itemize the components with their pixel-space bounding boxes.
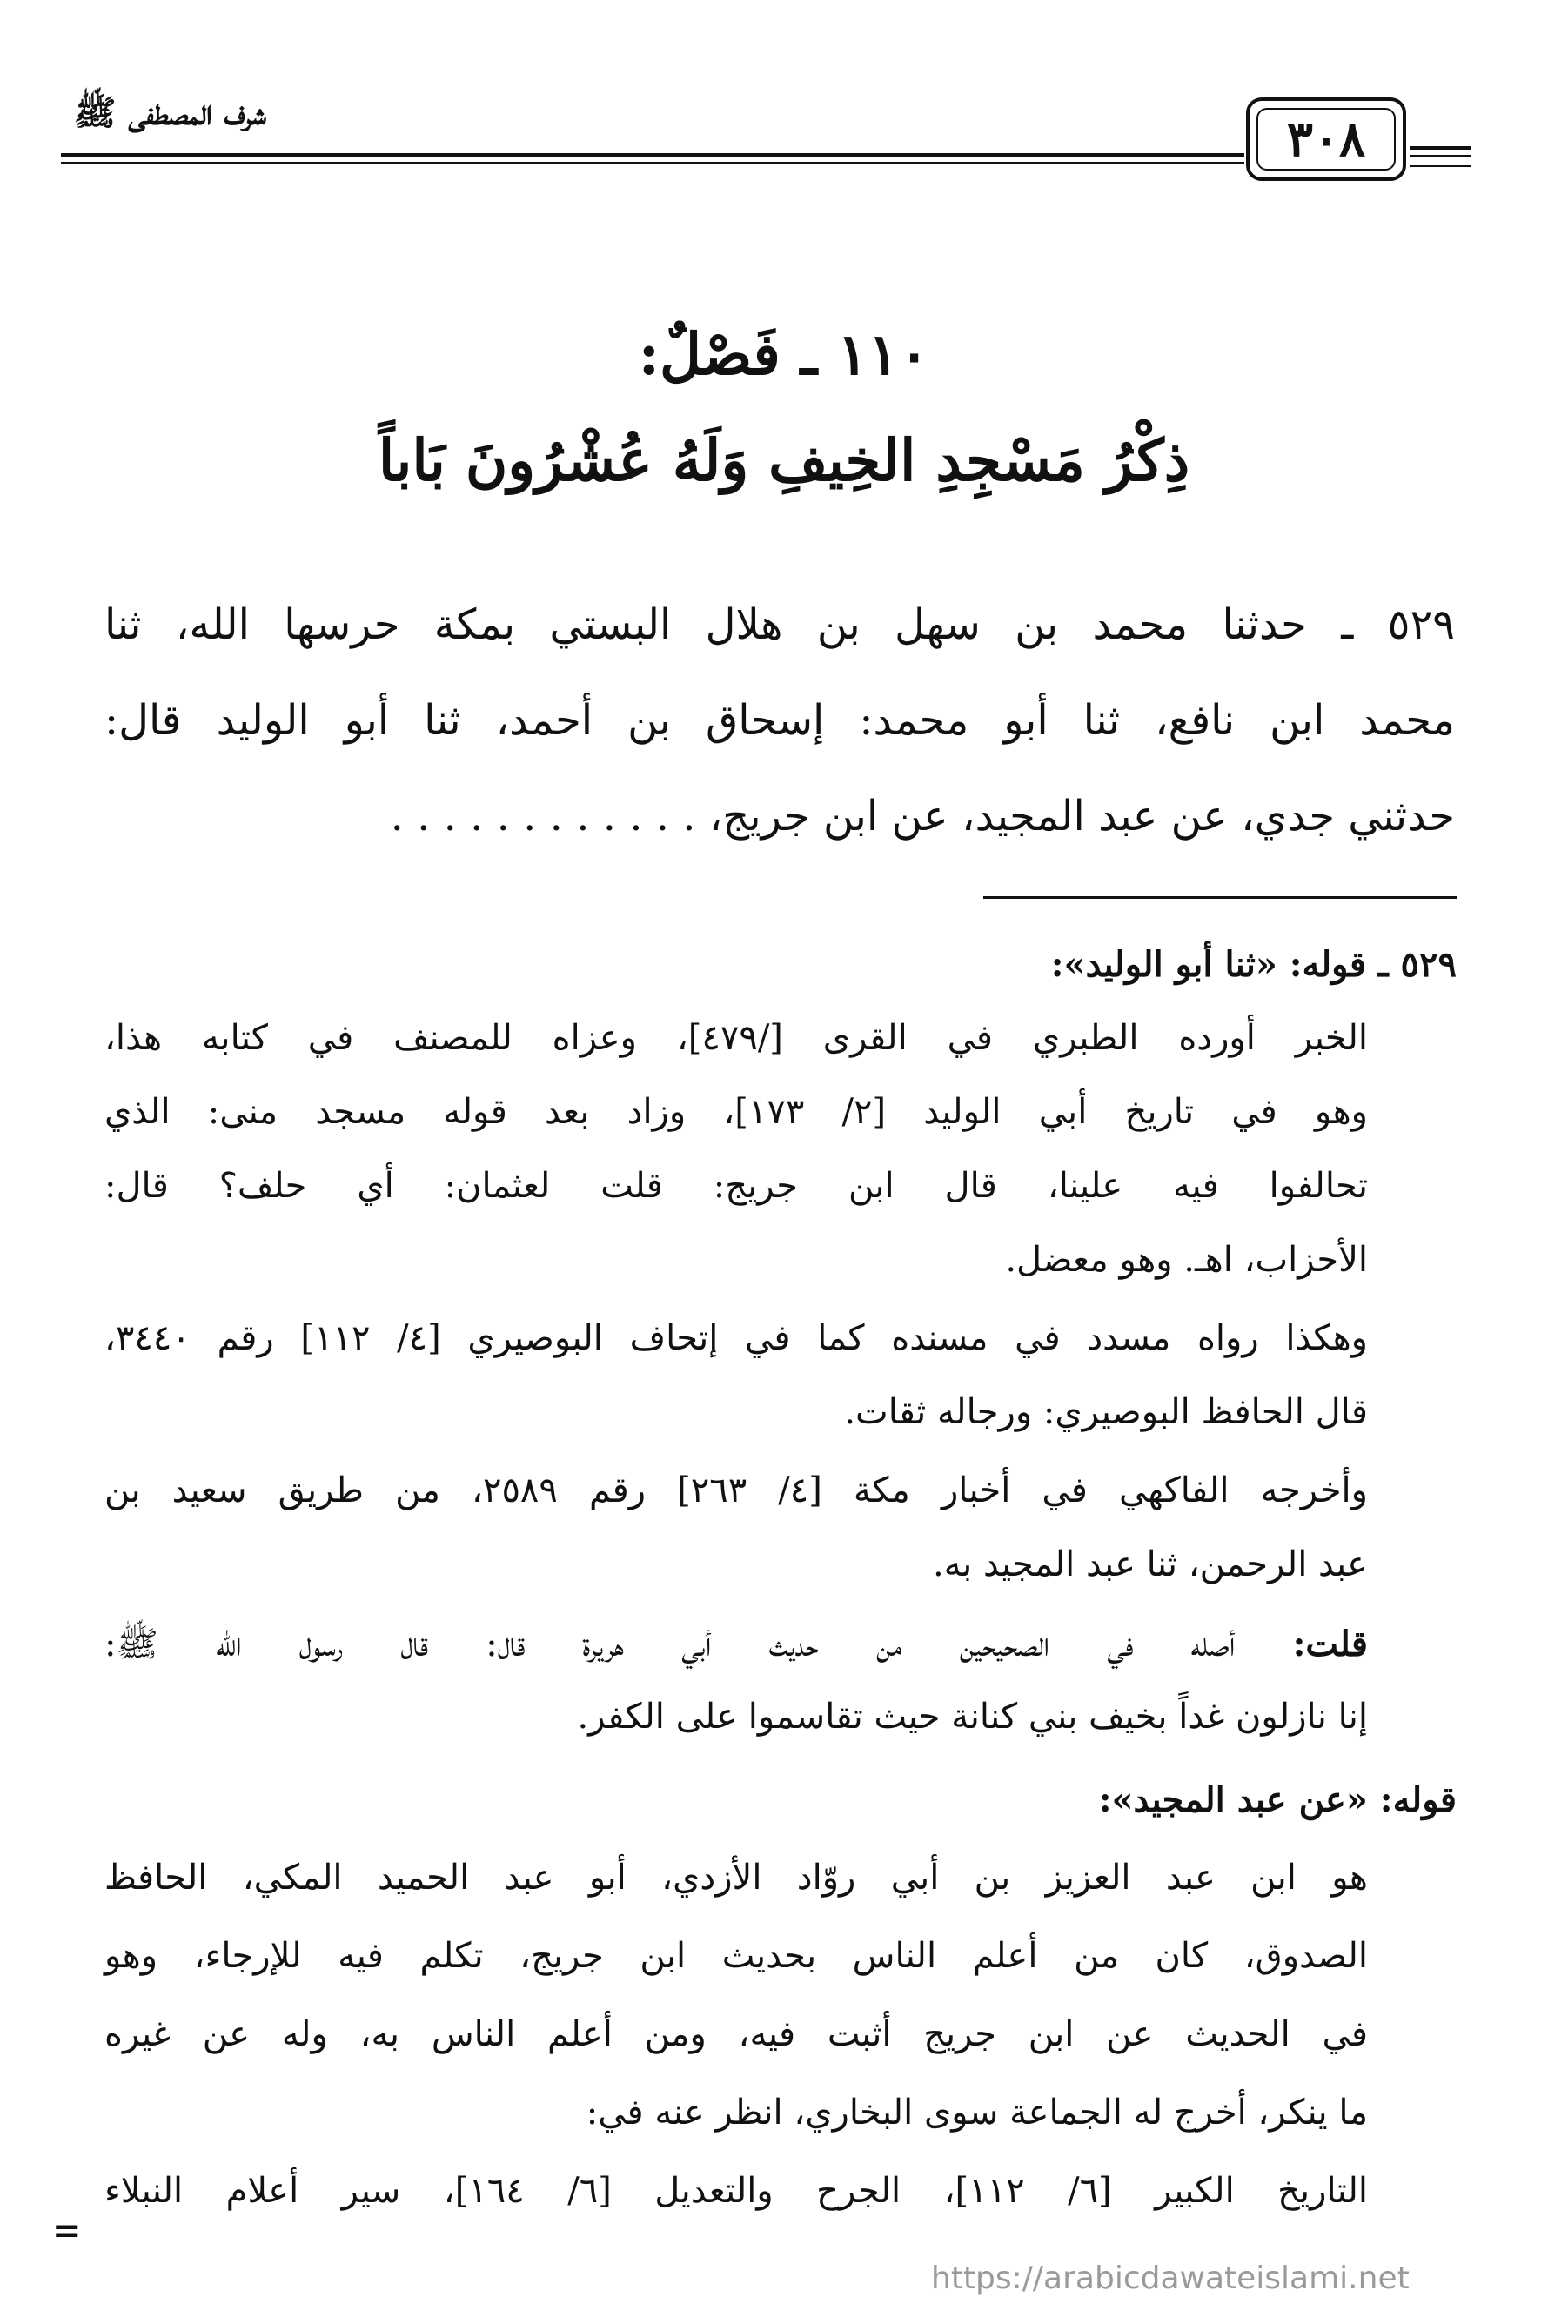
footnote-line: تحالفوا فيه علينا، قال ابن جريج: قلت لعثمان: أي حلف؟ قال:	[104, 1166, 1368, 1206]
header-rule-right	[1410, 155, 1471, 157]
chapter-title: ١١٠ ـ فَصْلٌ:	[638, 320, 930, 388]
continuation-mark: =	[52, 2210, 82, 2251]
footnote-line: عبد الرحمن، ثنا عبد المجيد به.	[932, 1544, 1368, 1584]
qult-text: أصله في الصحيحين من حديث أبي هريرة قال: قال رسول الله ﷺ:	[104, 1624, 1236, 1664]
footnote-line: الخبر أورده الطبري في القرى [/٤٧٩]، وعزاه للمصنف في كتابه هذا،	[104, 1018, 1368, 1058]
qult-label: قلت:	[1292, 1624, 1368, 1664]
footnote-line: إنا نازلون غداً بخيف بني كنانة حيث تقاسموا على الكفر.	[577, 1697, 1368, 1737]
qult-line	[104, 1623, 1368, 1673]
page-number: ٣٠٨	[1256, 108, 1396, 171]
footnote-heading: قوله: «عن عبد المجيد»:	[1098, 1779, 1457, 1820]
page-number-frame	[1246, 97, 1406, 181]
footnote-line: في الحديث عن ابن جريج أثبت فيه، ومن أعلم الناس به، وله عن غيره	[104, 2014, 1369, 2054]
header-rule-right	[1410, 146, 1471, 150]
footnote-line: وهكذا رواه مسدد في مسنده كما في إتحاف البوصيري [٤/ ١١٢] رقم ٣٤٤٠،	[104, 1318, 1368, 1358]
footnote-line: الأحزاب، اهـ. وهو معضل.	[1005, 1240, 1368, 1280]
watermark: https://arabicdawateislami.net	[931, 2260, 1410, 2296]
header-rule	[61, 153, 1244, 157]
body-line: ٥٢٩ ـ حدثنا محمد بن سهل بن هلال البستي بمكة حرسها الله، ثنا	[104, 600, 1456, 649]
running-title: شرف المصطفى ﷺ	[74, 92, 266, 133]
footnote-line: التاريخ الكبير [٦/ ١١٢]، الجرح والتعديل [٦/ ١٦٤]، سير أعلام النبلاء	[104, 2171, 1369, 2211]
body-line: حدثني جدي، عن عبد المجيد، عن ابن جريج، . . . . . . . . . . . .	[390, 792, 1455, 841]
footnote-line: الصدوق، كان من أعلم الناس بحديث ابن جريج، تكلم فيه للإرجاء، وهو	[104, 1936, 1368, 1976]
footnote-heading: ٥٢٩ ـ قوله: «ثنا أبو الوليد»:	[1050, 944, 1457, 985]
footnote-line: قال الحافظ البوصيري: ورجاله ثقات.	[844, 1392, 1368, 1432]
footnote-line: وأخرجه الفاكهي في أخبار مكة [٤/ ٢٦٣] رقم ٢٥٨٩، من طريق سعيد بن	[104, 1470, 1368, 1510]
body-line: محمد ابن نافع، ثنا أبو محمد: إسحاق بن أحمد، ثنا أبو الوليد قال:	[104, 696, 1455, 745]
footnote-line: ما ينكر، أخرج له الجماعة سوى البخاري، انظر عنه في:	[586, 2093, 1368, 2133]
footnote-separator	[983, 896, 1457, 899]
chapter-subtitle: ذِكْرُ مَسْجِدِ الخِيفِ وَلَهُ عُشْرُونَ بَاباً	[378, 426, 1190, 494]
header-rule-right	[1410, 165, 1471, 167]
footnote-line: هو ابن عبد العزيز بن أبي روّاد الأزدي، أبو عبد الحميد المكي، الحافظ	[104, 1858, 1368, 1898]
header-rule-thin	[61, 162, 1244, 164]
footnote-line: وهو في تاريخ أبي الوليد [٢/ ١٧٣]، وزاد بعد قوله مسجد منى: الذي	[104, 1092, 1368, 1132]
